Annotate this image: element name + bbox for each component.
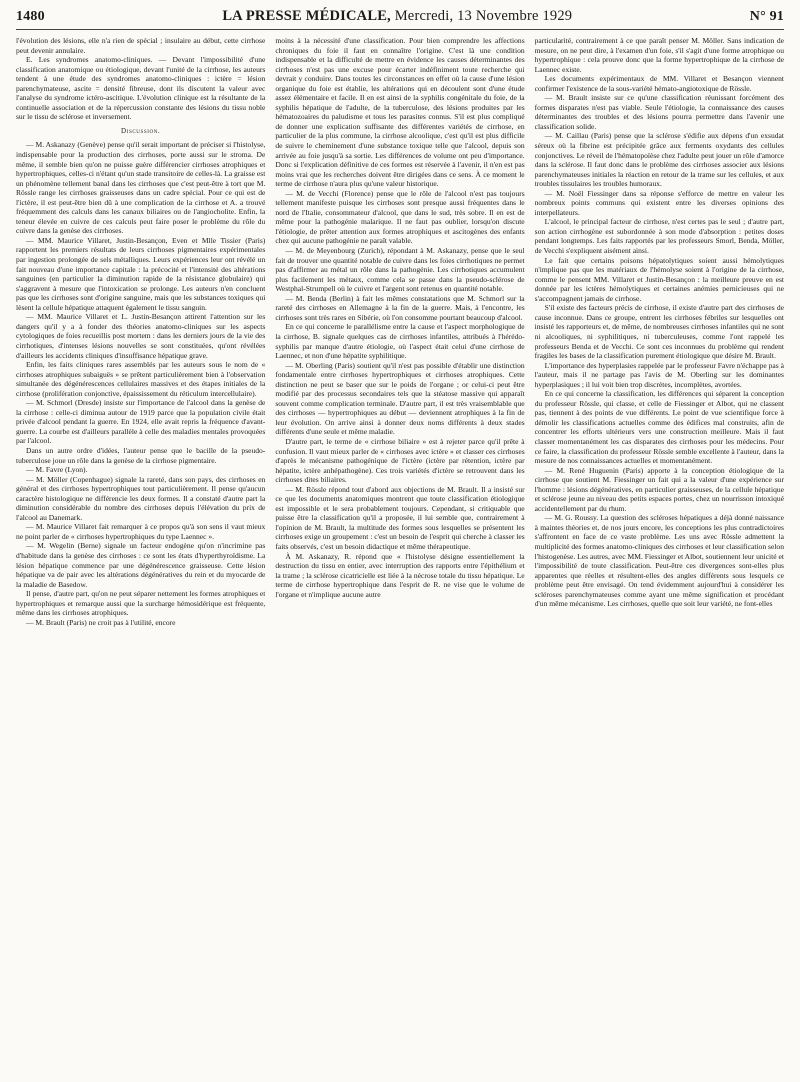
paragraph: moins à la nécessité d'une classification. Pour bien comprendre les affections chroniques du foie il faut en connaître l'origine. C'est là une condition indispensable et la difficulté de mettre en évidence les causes déterminantes des cirrhoses n'est pas une excuse pour écarter indéfiniment toute recherche qui devrait y conduire. Dans toutes les circonstances en effet où la cause d'une lésion organique du foie est établie, les altérations qui en découlent sont d'une étude assez élémentaire et facile. Il en est ainsi de la syphilis congénitale du foie, de la syphilis hépatique de l'adulte, de la tuberculose, des lésions produites par les hématozoaires du paludisme et tous les parasites connus. S'il est plus compliqué de donner une explication suffisante des différentes variétés de cirrhose, en particulier de la plus commune, la cirrhose alcoolique, c'est qu'il est plus difficile de suivre le cheminement d'une substance toxique telle que l'alcool, depuis son arrivée au foie jusqu'à sa sortie. Les différences de volume ont peu d'importance. Donc si l'explication définitive de ces formes est réservée à l'avenir, il n'en est pas moins vrai que les recherches doivent être dirigées dans ce sens. À ce moment le terme de cirrhose n'aura plus qu'une valeur historique. <box>275 36 525 189</box>
paragraph: L'alcool, le principal facteur de cirrhose, n'est certes pas le seul ; d'autre part, son action cirrhogène est subordonnée à son mode d'absorption : petites doses pendant longtemps. Les faits rapportés par les professeurs Smorl, Benda, Möller, de Vecchi s'expliquent aisément ainsi. <box>534 217 784 256</box>
section-heading: Discussion. <box>121 126 161 135</box>
paragraph: — M. de Vecchi (Florence) pense que le rôle de l'alcool n'est pas toujours tellement manifeste puisque les cirrhoses sont presque aussi fréquentes dans le nord de l'Italie, consommateur d'alcool, que dans le sud, très sobre. Il en est de même pour la pathogénie malarique. Il ne faut pas oublier, lorsqu'on discute l'étiologie, de prêter attention aux formes atrophiques et ascitogènes des enfants chez qui aucune pathogénie ne paraît valable. <box>275 188 525 246</box>
paragraph: Il pense, d'autre part, qu'on ne peut séparer nettement les formes atrophiques et hypertrophiques et remarque aussi que la surcharge hémosidérique est fréquente, même dans les cirrhoses atrophiques. <box>16 589 266 618</box>
paragraph: — M. Brault insiste sur ce qu'une classification réunissant forcément des formes disparates n'est pas viable. Seule l'étiologie, la connaissance des causes déterminantes des troubles et des lésions pourra permettre dans l'avenir une classification solide. <box>534 93 784 131</box>
paragraph: — M. de Meyenbourg (Zurich), répondant à M. Askanazy, pense que le seul fait de trouver une quantité notable de cuivre dans les foies cirrhotiques ne permet pas d'affirmer au métal un rôle dans la pathogénie. Les cirrhotiques accumulent plus facilement les métaux, comme cela se passe dans la pseudo-sclérose de Westphal-Strumpell où le cuivre et l'argent sont retenus en quantité notable. <box>275 246 525 294</box>
paragraph: — MM. Maurice Villaret, Justin-Besançon, Even et Mlle Tissier (Paris) rapportent les premiers résultats de leurs cirrhoses pigmentaires expérimentales par ingestion prolongée de sels métalliques. Leurs expériences leur ont révélé un fait nouveau d'une importance capitale : la précocité et l'intensité des altérations sanguines (en particulier la diminution rapide de la résistance globulaire) qui s'aggravent à mesure que l'intoxication se prolonge. Les auteurs n'en concluent pas que les cirrhoses sont d'origine sanguine, mais que les substances toxiques qui lèsent la cellule hépatique attaquent également le tissu sanguin. <box>16 235 266 312</box>
paragraph: — M. Wegelin (Berne) signale un facteur endogène qu'on n'incrimine pas d'habitude dans la genèse des cirrhoses : ce sont les états d'hyperthyroïdisme. La lésion hépatique commence par une dégénérescence graisseuse. Cette lésion hépatique va de pair avec les altérations dégénératives du rein et du myocarde de la maladie de Basedow. <box>16 541 266 589</box>
paragraph: — M. Oberling (Paris) soutient qu'il n'est pas possible d'établir une distinction fondamentale entre cirrhoses hypertrophiques et cirrhoses atrophiques. Cette distinction ne peut se baser que sur le poids de l'organe ; or celui-ci peut être modifié par des processus secondaires tels que la stéatose massive qui apparaît souvent comme complication terminale. D'autre part, il est très vraisemblable que des cirrhoses — hypertrophiques au début — deviennent atrophiques à la fin de leur évolution. On arrive ainsi à donner deux noms différents à deux stades différents d'une seule et même maladie. <box>275 360 525 437</box>
paragraph: — M. René Huguenin (Paris) apporte à la conception étiologique de la cirrhose que soutient M. Fiessinger un fait qui a la valeur d'une expérience sur l'homme : lésions dégénératives, en particulier graisseuses, de la cellule hépatique et sclérose jeune au niveau des petits espaces portes, chez un nourrisson intoxiqué accidentellement par du rhum. <box>534 465 784 513</box>
paragraph: En ce qui concerne la classification, les différences qui séparent la conception du professeur Rössle, qui classe, et celle de Fiessinger et Albot, qui ne classent pas, tiennent à des points de vue différents. Le point de vue scientifique force à démolir les classifications actuelles comme des édifices mal construits, afin de concentrer les efforts ultérieurs vers une construction meilleure. Mais il faut classer momentanément les cas disparates des cirrhoses pour les médecins. Pour ce faire, la classification du professeur Rössle semble excellente à l'auteur, dans la mesure de nos connaissances actuelles et momentanément. <box>534 389 784 466</box>
paragraph: E. Les syndromes anatomo-cliniques. — Devant l'impossibilité d'une classification anatomique ou étiologique, devant l'unité de la cirrhose, les auteurs tendent à une étude des syndromes anatomo-cliniques : ictère = lésion parenchymateuse, ascite = densité fibreuse, dont ils discutent la valeur avec l'analyse du syndrome ictéro-ascitique. L'évolution clinique est la résultante de la continuelle association et de la répercussion constante des lésions du tissu noble sur le tissu de sclérose et inversement. <box>16 55 266 122</box>
column-3 <box>535 36 784 1076</box>
column-1 <box>16 36 265 1076</box>
paragraph: particularité, contrairement à ce que paraît penser M. Möller. Sans indication de mesure, on ne peut dire, à l'examen d'un foie, s'il s'agit d'une forme atrophique ou hypertrophique : cela prouve donc que la forme hypertrophique de la cirrhose de Laennec existe. <box>534 36 784 74</box>
paragraph: — M. Askanazy (Genève) pense qu'il serait important de préciser si l'histolyse, indispensable pour la production des cirrhoses, porte aussi sur le stroma. De même, il semble bien qu'on ne puisse guère différencier cirrhoses atrophiques et hypertrophiques, celles-ci n'étant qu'un stade transitoire de celles-là. La graisse est un phénomène tellement banal dans les cirrhoses que c'est peut-être à tort que M. Rössle range les cirrhoses graisseuses dans un cadre spécial. Pour ce qui est de l'ictère, il est peut-être bien dû à une complication de la cirrhose et A. a trouvé fréquemment des calculs dans les canaux biliaires ou de l'angiocholite. Enfin, la teneur élevée en cuivre de ces calculs peut faire poser le problème du rôle du cuivre dans la genèse des cirrhoses. <box>16 140 266 236</box>
paragraph: — M. Möller (Copenhague) signale la rareté, dans son pays, des cirrhoses en général et des cirrhoses hypertrophiques tout particulièrement. Il pense qu'aucun caractère histologique ne différencie les deux formes. Il a constaté d'autre part la diminution considérable du nombre des cirrhoses depuis l'élévation du prix de l'alcool au Danemark. <box>16 474 266 522</box>
paragraph: — M. Noël Fiessinger dans sa réponse s'efforce de mettre en valeur les nombreux points communs qui existent entre les diverses opinions des interpellateurs. <box>534 188 784 217</box>
paragraph: D'autre part, le terme de « cirrhose biliaire » est à rejeter parce qu'il prête à confusion. Il vaut mieux parler de « cirrhoses avec ictère » et classer ces cirrhoses d'après le mécanisme pathogénique de l'ictère (ictère par rétention, ictère par hépatite, ictère anhépathogène). Ces trois variétés d'ictère se retrouvent dans les cirrhoses dites biliaires. <box>275 436 525 485</box>
paragraph: — M. G. Roussy. La question des scléroses hépatiques a déjà donné naissance à maintes théories et, de nos jours encore, les conceptions les plus contradictoires s'affrontent en face de ce vaste problème. Les uns avec Rössle admettent la multiplicité des formes anatomo-cliniques des cirrhoses et leur classification selon l'histogenèse. Les autres, avec MM. Fiessinger et Albot, soutiennent leur unicité et l'impossibilité de toute classification. Peut-être ces divergences sont-elles plus apparentes que réelles et résultent-elles des angles différents sous lesquels ce problème peut être envisagé. On tend évidemment aujourd'hui à considérer les scléroses parenchymateuses comme ayant une même signification et procédant d'un même mécanisme. Les cirrhoses, quelle que soit leur variété, ne font-elles <box>534 513 784 609</box>
issue-date: Mercredi, 13 Novembre 1929 <box>394 8 573 24</box>
page-number: 1480 <box>16 9 45 24</box>
paragraph: Enfin, les faits cliniques rares assemblés par les auteurs sous le nom de « cirrhoses atrophiques subaiguës » se prêtent particulièrement bien à l'observation simultanée des dégénérescences cellulaires massives et des étapes initiales de la cirrhose (prolifération conjonctive, épaississement du réticulum intercellulaire). <box>16 360 266 398</box>
paragraph: — M. Rössle répond tout d'abord aux objections de M. Brault. Il a insisté sur ce que les documents anatomiques montrent que toute classification étiologique est impossible et le sera probablement toujours. Cependant, si critiquable que puisse être la classification qu'il a proposée, il lui semble que, contrairement à l'opinion de M. Brault, la multitude des formes sous lesquelles se présentent les cirrhoses exige un groupement : c'est un besoin de l'esprit qui cherche à classer les faits observés, c'est un besoin didactique et même thérapeutique. <box>275 484 525 551</box>
running-title <box>222 8 572 25</box>
paragraph: À M. Askanazy, R. répond que « l'histolyse désigne essentiellement la destruction du tissu en entier, avec interruption des rapports entre l'épithélium et la trame ; la sclérose cicatricielle est liée à la nécrose totale du tissu hépatique. Le terme de cirrhose hypertrophique dans l'esprit de R. ne vise que le volume de l'organe et n'implique aucune autre <box>275 551 525 599</box>
paragraph: — M. Maurice Villaret fait remarquer à ce propos qu'à son sens il vaut mieux ne point parler de « cirrhoses hypertrophiques du type Laennec ». <box>16 522 266 541</box>
paragraph: — M. Schmorl (Dresde) insiste sur l'importance de l'alcool dans la genèse de la cirrhose : celle-ci diminua autour de 1919 parce que la population civile était privée d'alcool pendant la guerre. En 1924, elle avait repris la fréquence d'avant-guerre. La courbe est d'ailleurs parallèle à celle des maladies mentales provoquées par l'alcool. <box>16 398 266 446</box>
paragraph: Dans un autre ordre d'idées, l'auteur pense que le bacille de la pseudo-tuberculose joue un rôle dans la genèse de la cirrhose pigmentaire. <box>16 445 266 465</box>
issue-number: N° 91 <box>749 9 784 24</box>
paragraph: — M. Caillau (Paris) pense que la sclérose s'édifie aux dépens d'un exsudat séreux où la fibrine est précipitée grâce aux ferments oxydants des cellules conjonctives. Le réveil de l'hématopoïèse chez l'adulte peut jouer un rôle d'amorce dans la sclérose. Il faut donc dans le problème des cirrhoses associer aux lésions parenchymateuses initiales la réaction en retour de la trame sur les cellules, et aux troubles tissulaires les troubles humoraux. <box>534 131 784 189</box>
paragraph: — M. Brault (Paris) ne croit pas à l'utilité, encore <box>26 617 176 627</box>
paragraph: En ce qui concerne le parallélisme entre la cause et l'aspect morphologique de la cirrhose, B. signale quelques cas de cirrhoses infantiles, attribués à l'hérédo-syphilis par manque d'autre étiologie, où l'aspect était celui d'une cirrhose de Laennec, et non d'une hépatite syphilitique. <box>275 322 525 361</box>
text-columns <box>16 36 784 1076</box>
paragraph: l'évolution des lésions, elle n'a rien de spécial ; insulaire au début, cette cirrhose peut devenir annulaire. <box>16 36 266 55</box>
paragraph: Les documents expérimentaux de MM. Villaret et Besançon viennent confirmer l'existence de la sous-variété hémato-angiotoxique de Rössle. <box>534 74 784 93</box>
paragraph: Le fait que certains poisons hépatolytiques soient aussi hémolytiques n'implique pas que les matériaux de l'hémolyse soient à l'origine de la cirrhose, comme le pensent MM. Villaret et Justin-Besançon : la meilleure preuve en est donnée par les ictères hémolytiques et certaines anémies pernicieuses qui ne s'accompagnent jamais de cirrhose. <box>534 255 784 303</box>
paragraph: L'importance des hyperplasies rappelée par le professeur Favre n'échappe pas à l'auteur, mais il ne partage pas l'avis de M. Oberling sur les dominantes hyperplasiques ; il lui voit bien trop discrètes, incomplètes, avortées. <box>534 360 784 389</box>
journal-name: LA PRESSE MÉDICALE, <box>222 8 391 24</box>
paragraph: — MM. Maurice Villaret et L. Justin-Besançon attirent l'attention sur les dangers qu'il y a à fonder des théories anatomo-cliniques sur les aspects cytologiques de foies recueillis post mortem : dans les derniers jours de la vie des cirrhotiques, d'intenses lésions nouvelles se sont constituées, qu'ont révélées d'ailleurs les accidents cliniques d'insuffisance hépatique grave. <box>16 312 266 360</box>
paragraph: — M. Benda (Berlin) à fait les mêmes constatations que M. Schmorl sur la rareté des cirrhoses en Allemagne à la fin de la guerre. Mais, à l'encontre, les cirrhoses sont très rares en Sibérie, où l'on consomme pourtant beaucoup d'alcool. <box>275 293 525 322</box>
paragraph: — M. Favre (Lyon). <box>26 465 88 475</box>
column-2 <box>275 36 524 1076</box>
page-header <box>16 8 784 30</box>
paragraph: S'il existe des facteurs précis de cirrhose, il existe d'autre part des cirrhoses de cause inconnue. Dans ce groupe, entrent les cirrhoses fébriles sur lesquelles ont insisté les rapporteurs et, de même, de nombreuses cirrhoses infantiles qui ne sont ni alcooliques, ni syphilitiques, ni tuberculeuses, comme l'ont rappelé les professeurs Benda et de Vecchi. Ce sont ces inconnues du problème qui rendent fragiles les bases de la classification purement étiologique que désire M. Brault. <box>534 303 784 361</box>
